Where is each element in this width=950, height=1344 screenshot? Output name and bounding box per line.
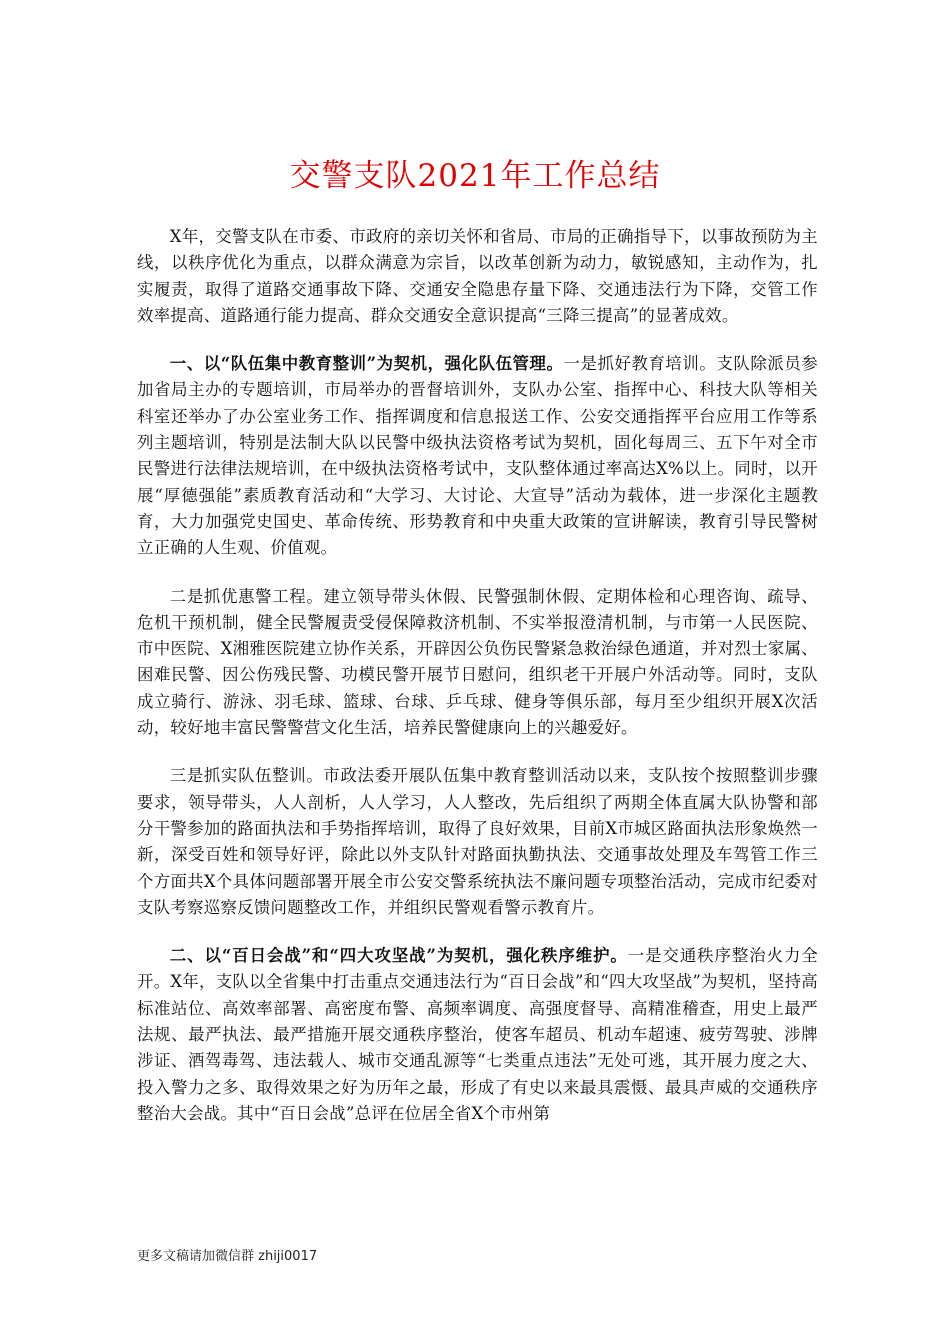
footer-note: 更多文稿请加微信群 zhiji0017: [137, 1249, 318, 1264]
document-body: [137, 224, 818, 1149]
paragraph-text: 二是抓优惠警工程。建立领导带头休假、民警强制休假、定期体检和心理咨询、疏导、危机干预机制，健全民警履责受侵保障救济机制、不实举报澄清机制，与市第一人民医院、市中医院、X湘雅医院建立协作关系，开辟因公负伤民警紧急救治绿色通道，并对烈士家属、困难民警、因公伤残民警、功模民警开展节日慰问，组织老干开展户外活动等。同时，支队成立骑行、游泳、羽毛球、篮球、台球、乒乓球、健身等俱乐部，每月至少组织开展X次活动，较好地丰富民警警营文化生活，培养民警健康向上的兴趣爱好。: [137, 586, 818, 738]
paragraph-text: X年，交警支队在市委、市政府的亲切关怀和省局、市局的正确指导下，以事故预防为主线，以秩序优化为重点，以群众满意为宗旨，以改革创新为动力，敏锐感知，主动作为，扎实履责，取得了道路交通事故下降、交通安全隐患存量下降、交通违法行为下降，交管工作效率提高、道路通行能力提高、群众交通安全意识提高“三降三提高”的显著成效。: [137, 227, 818, 325]
paragraph-text: 一是交通秩序整治火力全开。X年，支队以全省集中打击重点交通违法行为“百日会战”和“四大攻坚战”为契机，坚持高标准站位、高效率部署、高密度布警、高频率调度、高强度督导、高精准稽查，用史上最严法规、最严执法、最严措施开展交通秩序整治，使客车超员、机动车超速、疲劳驾驶、涉牌涉证、酒驾毒驾、违法载人、城市交通乱源等“七类重点违法”无处可逃，其开展力度之大、投入警力之多、取得效果之好为历年之最，形成了有史以来最具震慑、最具声威的交通秩序整治大会战。其中“百日会战”总评在位居全省X个市州第: [137, 946, 818, 1123]
paragraph-text: 一是抓好教育培训。支队除派员参加省局主办的专题培训，市局举办的晋督培训外，支队办公室、指挥中心、科技大队等相关科室还举办了办公室业务工作、指挥调度和信息报送工作、公安交通指挥平台应用工作等系列主题培训，特别是法制大队以民警中级执法资格考试为契机，固化每周三、五下午对全市民警进行法律法规培训，在中级执法资格考试中，支队整体通过率高达X%以上。同时，以开展“厚德强能”素质教育活动和“大学习、大讨论、大宣导”活动为载体，进一步深化主题教育，大力加强党史国史、革命传统、形势教育和中央重大政策的宣讲解读，教育引导民警树立正确的人生观、价值观。: [137, 354, 818, 558]
section-heading: 二、以“百日会战”和“四大攻坚战”为契机，强化秩序维护。: [169, 946, 628, 966]
paragraph-section-1: [137, 351, 818, 561]
section-heading: 一、以“队伍集中教育整训”为契机，强化队伍管理。: [169, 354, 564, 374]
document-title: 交警支队2021年工作总结: [289, 158, 661, 194]
paragraph-section-2: [137, 943, 818, 1127]
paragraph-text: 三是抓实队伍整训。市政法委开展队伍集中教育整训活动以来，支队按个按照整训步骤要求，领导带头，人人剖析，人人学习，人人整改，先后组织了两期全体直属大队协警和部分干警参加的路面执法和手势指挥培训，取得了良好效果，目前X市城区路面执法形象焕然一新，深受百姓和领导好评，除此以外支队针对路面执勤执法、交通事故处理及车驾管工作三个方面共X个具体问题部署开展全市公安交警系统执法不廉问题专项整治活动，完成市纪委对支队考察巡察反馈问题整改工作，并组织民警观看警示教育片。: [137, 766, 818, 917]
paragraph-section-1-part-3: [137, 763, 818, 921]
paragraph-intro: [137, 224, 818, 329]
paragraph-section-1-part-2: [137, 584, 818, 742]
